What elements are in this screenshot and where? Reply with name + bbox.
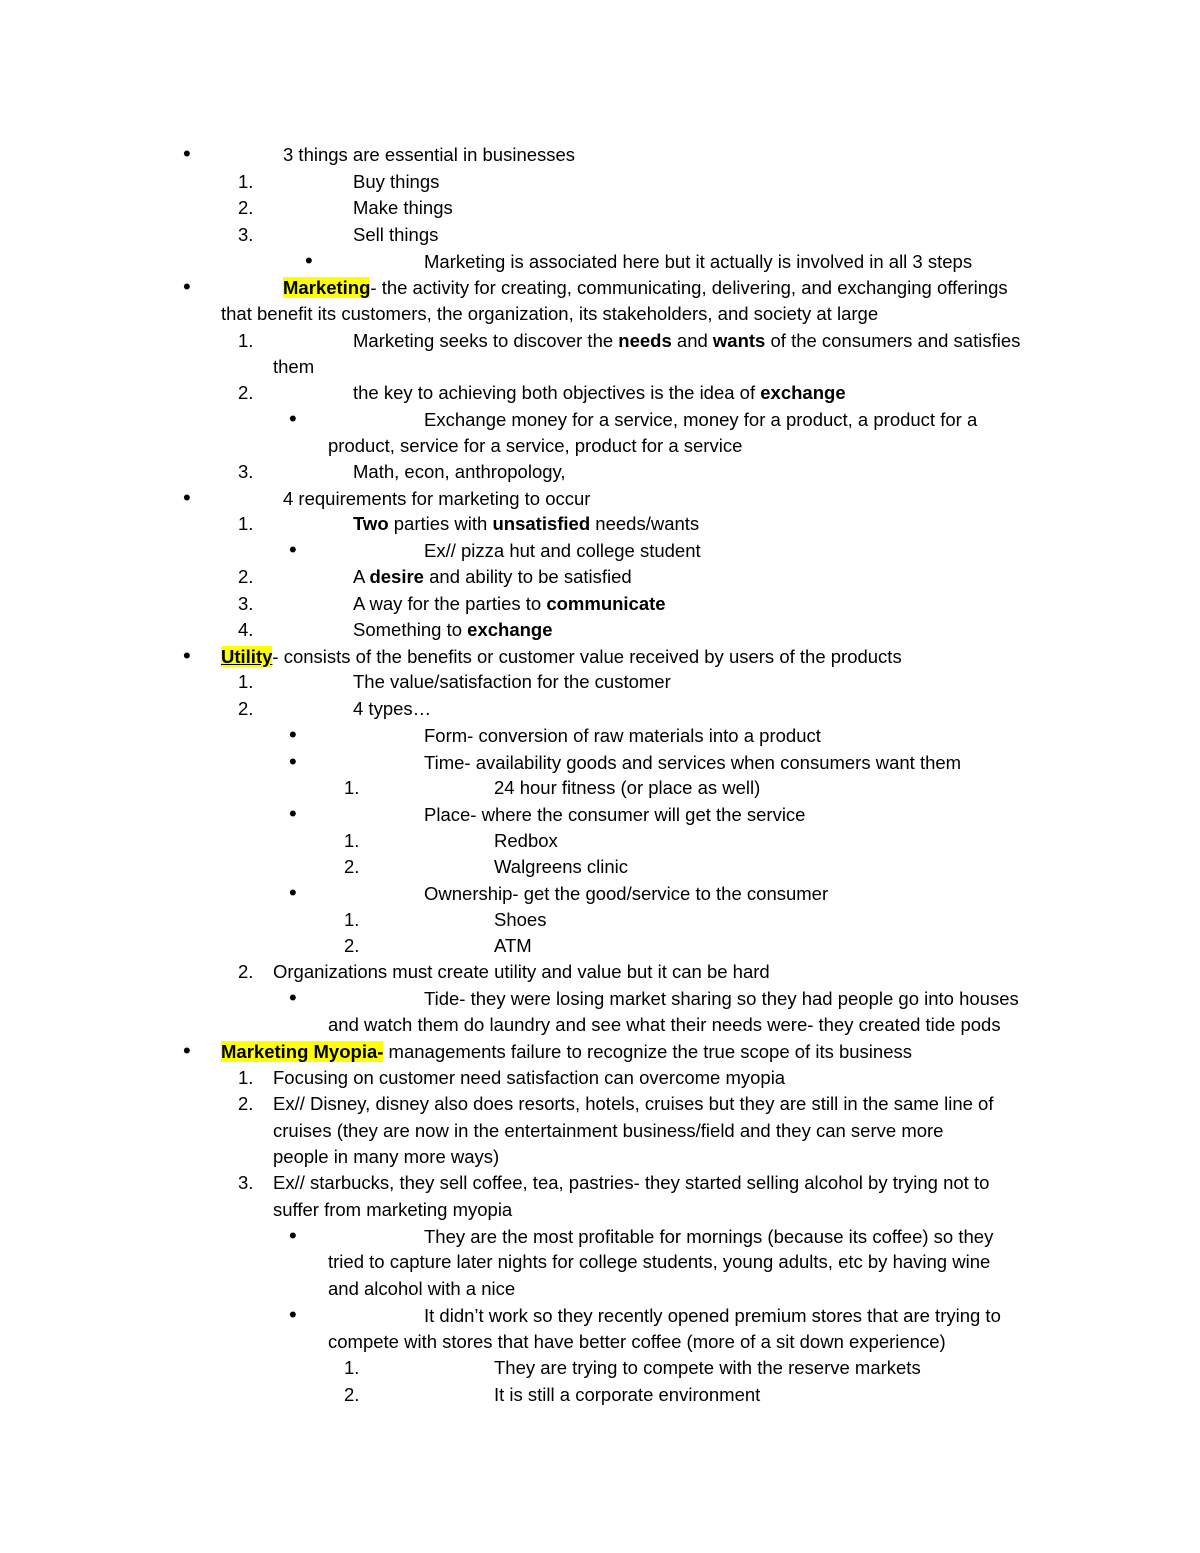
list-item: Form- conversion of raw materials into a product [424,725,821,746]
bullet-marker: • [289,1302,297,1327]
list-item: Redbox [494,830,558,851]
bullet-marker: • [289,801,297,826]
list-item-cont: suffer from marketing myopia [273,1199,513,1220]
list-marker: 1. [344,830,360,851]
list-item: Math, econ, anthropology, [353,461,566,482]
list-item: Time- availability goods and services when consumers want them [424,752,962,773]
list-marker: 1. [238,1067,254,1088]
list-marker: 1. [344,1357,360,1378]
list-item: The value/satisfaction for the customer [353,671,671,692]
list-item: Something to exchange [353,619,553,640]
list-item: A way for the parties to communicate [353,593,666,614]
list-marker: 3. [238,224,254,245]
s2-definition-cont: that benefit its customers, the organization, its stakeholders, and society at large [221,303,879,324]
list-item-cont: compete with stores that have better coffee (more of a sit down experience) [328,1331,946,1352]
bullet-marker: • [289,749,297,774]
bullet-marker: • [183,141,191,166]
list-item-cont: and alcohol with a nice [328,1278,516,1299]
list-marker: 1. [344,909,360,930]
bullet-marker: • [183,274,191,299]
list-item: Ex// starbucks, they sell coffee, tea, pastries- they started selling alcohol by trying not to [273,1172,990,1193]
list-marker: 3. [238,1172,254,1193]
list-item: Shoes [494,909,547,930]
list-item: Buy things [353,171,440,192]
list-item-cont: people in many more ways) [273,1146,500,1167]
list-item: Exchange money for a service, money for a product, a product for a [424,409,978,430]
list-marker: 2. [238,698,254,719]
list-marker: 1. [238,513,254,534]
list-item: Ex// pizza hut and college student [424,540,701,561]
list-item: They are trying to compete with the reserve markets [494,1357,921,1378]
list-marker: 2. [238,566,254,587]
list-item: ATM [494,935,532,956]
list-marker: 2. [238,1093,254,1114]
list-item: It is still a corporate environment [494,1384,761,1405]
list-item: It didn’t work so they recently opened premium stores that are trying to [424,1305,1001,1326]
s5-definition: Marketing Myopia- managements failure to recognize the true scope of its business [221,1041,912,1062]
list-marker: 1. [238,171,254,192]
list-item: Focusing on customer need satisfaction can overcome myopia [273,1067,786,1088]
s2-definition: Marketing- the activity for creating, communicating, delivering, and exchanging offerings [283,277,1008,298]
bullet-marker: • [289,722,297,747]
list-item: Ex// Disney, disney also does resorts, hotels, cruises but they are still in the same line of [273,1093,994,1114]
term-utility: Utility [221,646,273,667]
list-marker: 2. [238,382,254,403]
list-item: Marketing is associated here but it actually is involved in all 3 steps [424,251,973,272]
list-item: Sell things [353,224,439,245]
s4-definition: Utility- consists of the benefits or customer value received by users of the products [221,646,902,667]
list-item-cont: product, service for a service, product for a service [328,435,743,456]
bullet-marker: • [289,406,297,431]
list-item: A desire and ability to be satisfied [353,566,632,587]
list-item-cont: and watch them do laundry and see what their needs were- they created tide pods [328,1014,1001,1035]
list-marker: 2. [238,197,254,218]
bullet-marker: • [305,248,313,273]
list-marker: 1. [238,671,254,692]
term-marketing: Marketing [283,277,371,298]
list-marker: 2. [344,1384,360,1405]
list-marker: 1. [344,777,360,798]
list-item-cont: them [273,356,315,377]
list-item: the key to achieving both objectives is the idea of exchange [353,382,846,403]
bullet-marker: • [289,1223,297,1248]
list-item: 4 types… [353,698,432,719]
bullet-marker: • [289,537,297,562]
bullet-marker: • [289,985,297,1010]
term-marketing-myopia: Marketing Myopia- [221,1041,384,1062]
list-marker: 3. [238,461,254,482]
list-item: Two parties with unsatisfied needs/wants [353,513,700,534]
list-item: Tide- they were losing market sharing so they had people go into houses [424,988,1019,1009]
list-marker: 2. [344,935,360,956]
list-item: Make things [353,197,453,218]
list-item-cont: tried to capture later nights for college students, young adults, etc by having wine [328,1251,991,1272]
s3-heading: 4 requirements for marketing to occur [283,488,591,509]
list-marker: 2. [344,856,360,877]
list-item-cont: cruises (they are now in the entertainment business/field and they can serve more [273,1120,944,1141]
list-item: Ownership- get the good/service to the consumer [424,883,829,904]
bullet-marker: • [183,1038,191,1063]
list-item: They are the most profitable for mornings (because its coffee) so they [424,1226,994,1247]
list-marker: 3. [238,593,254,614]
list-item: Organizations must create utility and value but it can be hard [273,961,770,982]
list-marker: 2. [238,961,254,982]
bullet-marker: • [289,880,297,905]
list-item: Place- where the consumer will get the service [424,804,806,825]
list-marker: 4. [238,619,254,640]
list-marker: 1. [238,330,254,351]
list-item: Walgreens clinic [494,856,628,877]
bullet-marker: • [183,485,191,510]
s1-heading: 3 things are essential in businesses [283,144,576,165]
list-item: 24 hour fitness (or place as well) [494,777,761,798]
bullet-marker: • [183,643,191,668]
list-item: Marketing seeks to discover the needs and wants of the consumers and satisfies [353,330,1021,351]
